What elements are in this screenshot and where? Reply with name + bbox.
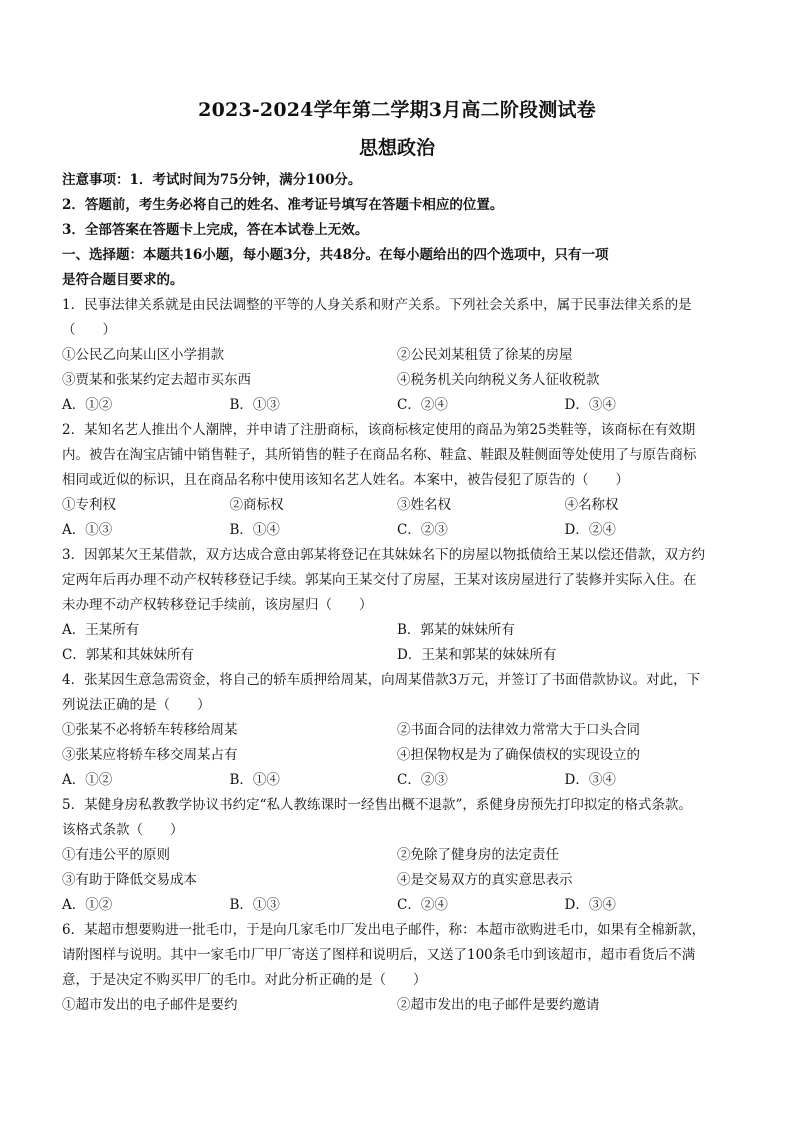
- question-stem: 3．因郭某欠王某借款，双方达成合意由郭某将登记在其妹妹名下的房屋以物抵债给王某以偿还借款，双方约: [62, 547, 706, 563]
- question-stem: 相同或近似的标识，且在商品名称中使用该知名艺人姓名。本案中，被告侵犯了原告的（ ）: [62, 472, 629, 488]
- statement: ③张某应将轿车移交周某占有: [62, 747, 238, 763]
- option-a: A．王某所有: [62, 622, 140, 638]
- statement: ①有违公平的原则: [62, 847, 170, 863]
- question-stem: 4．张某因生意急需资金，将自己的轿车质押给周某，向周某借款3万元，并签订了书面借款协议。对此，下: [62, 672, 701, 688]
- question-6: [62, 918, 732, 1018]
- statement-row: [62, 718, 732, 743]
- question-4: [62, 668, 732, 793]
- option-c: C．②④: [397, 397, 448, 413]
- statement-row: [62, 343, 732, 368]
- option-row: [62, 643, 732, 668]
- question-2: [62, 418, 732, 543]
- option-d: D．③④: [564, 772, 616, 788]
- option-a: A．①②: [62, 897, 113, 913]
- question-stem: 未办理不动产权转移登记手续前，该房屋归（ ）: [62, 597, 373, 613]
- statement: ①超市发出的电子邮件是要约: [62, 997, 238, 1013]
- statement-row: [62, 993, 732, 1018]
- option-c: C．②③: [397, 772, 448, 788]
- option-row: [62, 393, 732, 418]
- option-row: [62, 893, 732, 918]
- option-b: B．①④: [229, 772, 280, 788]
- question-1: [62, 293, 732, 418]
- option-b: B．郭某的妹妹所有: [397, 622, 515, 638]
- note-1: 注意事项：1．考试时间为75分钟，满分100分。: [62, 172, 362, 188]
- section-heading-cont: 是符合题目要求的。: [62, 272, 184, 288]
- question-3: [62, 543, 732, 668]
- option-d: D．王某和郭某的妹妹所有: [397, 647, 557, 663]
- option-d: D．③④: [564, 397, 616, 413]
- question-stem: 定两年后再办理不动产权转移登记手续。郭某向王某交付了房屋，王某对该房屋进行了装修并实际入住。在: [62, 572, 697, 588]
- note-2: 2．答题前，考生务必将自己的姓名、准考证号填写在答题卡相应的位置。: [62, 197, 504, 213]
- statement: ④税务机关向纳税义务人征收税款: [397, 372, 600, 388]
- question-stem: （ ）: [62, 322, 116, 338]
- question-stem: 2．某知名艺人推出个人潮牌，并申请了注册商标，该商标核定使用的商品为第25类鞋等，该商标在有效期: [62, 422, 696, 438]
- statement: ③贾某和张某约定去超市买东西: [62, 372, 251, 388]
- option-b: B．①③: [229, 397, 280, 413]
- option-a: A．①②: [62, 397, 113, 413]
- question-stem: 内。被告在淘宝店铺中销售鞋子，其所销售的鞋子在商品名称、鞋盒、鞋跟及鞋侧面等处使用了与原告商标: [62, 447, 697, 463]
- option-row: [62, 518, 732, 543]
- section-heading: 一、选择题：本题共16小题，每小题3分，共48分。在每小题给出的四个选项中，只有一项: [62, 247, 609, 263]
- statement-row: [62, 868, 732, 893]
- statement: ①张某不必将轿车转移给周某: [62, 722, 238, 738]
- question-5: [62, 793, 732, 918]
- note-3: 3．全部答案在答题卡上完成，答在本试卷上无效。: [62, 222, 369, 238]
- question-stem: 5．某健身房私教教学协议书约定“私人教练课时一经售出概不退款”，系健身房预先打印拟定的格式条款。: [62, 797, 692, 813]
- question-stem: 1．民事法律关系就是由民法调整的平等的人身关系和财产关系。下列社会关系中，属于民事法律关系的是: [62, 297, 692, 313]
- statement: ④名称权: [564, 497, 619, 513]
- option-a: A．①③: [62, 522, 113, 538]
- question-stem: 该格式条款（ ）: [62, 822, 184, 838]
- statement-row: [62, 743, 732, 768]
- statement: ③姓名权: [397, 497, 451, 513]
- statement: ②超市发出的电子邮件是要约邀请: [397, 997, 600, 1013]
- option-row: [62, 768, 732, 793]
- statement: ②免除了健身房的法定责任: [397, 847, 559, 863]
- option-b: B．①④: [229, 522, 280, 538]
- option-a: A．①②: [62, 772, 113, 788]
- question-stem: 意，于是决定不购买甲厂的毛巾。对此分析正确的是（ ）: [62, 972, 427, 988]
- option-b: B．①③: [229, 897, 280, 913]
- statement: ②商标权: [229, 497, 284, 513]
- statement: ④是交易双方的真实意思表示: [397, 872, 573, 888]
- statement-row: [62, 843, 732, 868]
- subject-title: 思想政治: [358, 137, 435, 159]
- question-stem: 请附图样与说明。其中一家毛巾厂甲厂寄送了图样和说明后，又送了100条毛巾到该超市，超市看货后不满: [62, 947, 696, 963]
- statement: ①公民乙向某山区小学捐款: [62, 347, 224, 363]
- exam-title: 2023-2024学年第二学期3月高二阶段测试卷: [198, 99, 596, 121]
- statement: ③有助于降低交易成本: [62, 872, 197, 888]
- question-stem: 列说法正确的是（ ）: [62, 697, 211, 713]
- statement: ④担保物权是为了确保债权的实现设立的: [397, 747, 640, 763]
- option-c: C．②④: [397, 897, 448, 913]
- option-c: C．②③: [397, 522, 448, 538]
- statement: ①专利权: [62, 497, 116, 513]
- option-d: D．②④: [564, 522, 616, 538]
- statement-row: [62, 493, 732, 518]
- option-d: D．③④: [564, 897, 616, 913]
- option-row: [62, 618, 732, 643]
- statement: ②书面合同的法律效力常常大于口头合同: [397, 722, 640, 738]
- option-c: C．郭某和其妹妹所有: [62, 647, 194, 663]
- statement-row: [62, 368, 732, 393]
- question-stem: 6．某超市想要购进一批毛巾，于是向几家毛巾厂发出电子邮件，称：本超市欲购进毛巾，如果有全棉新款，: [62, 922, 706, 938]
- statement: ②公民刘某租赁了徐某的房屋: [397, 347, 573, 363]
